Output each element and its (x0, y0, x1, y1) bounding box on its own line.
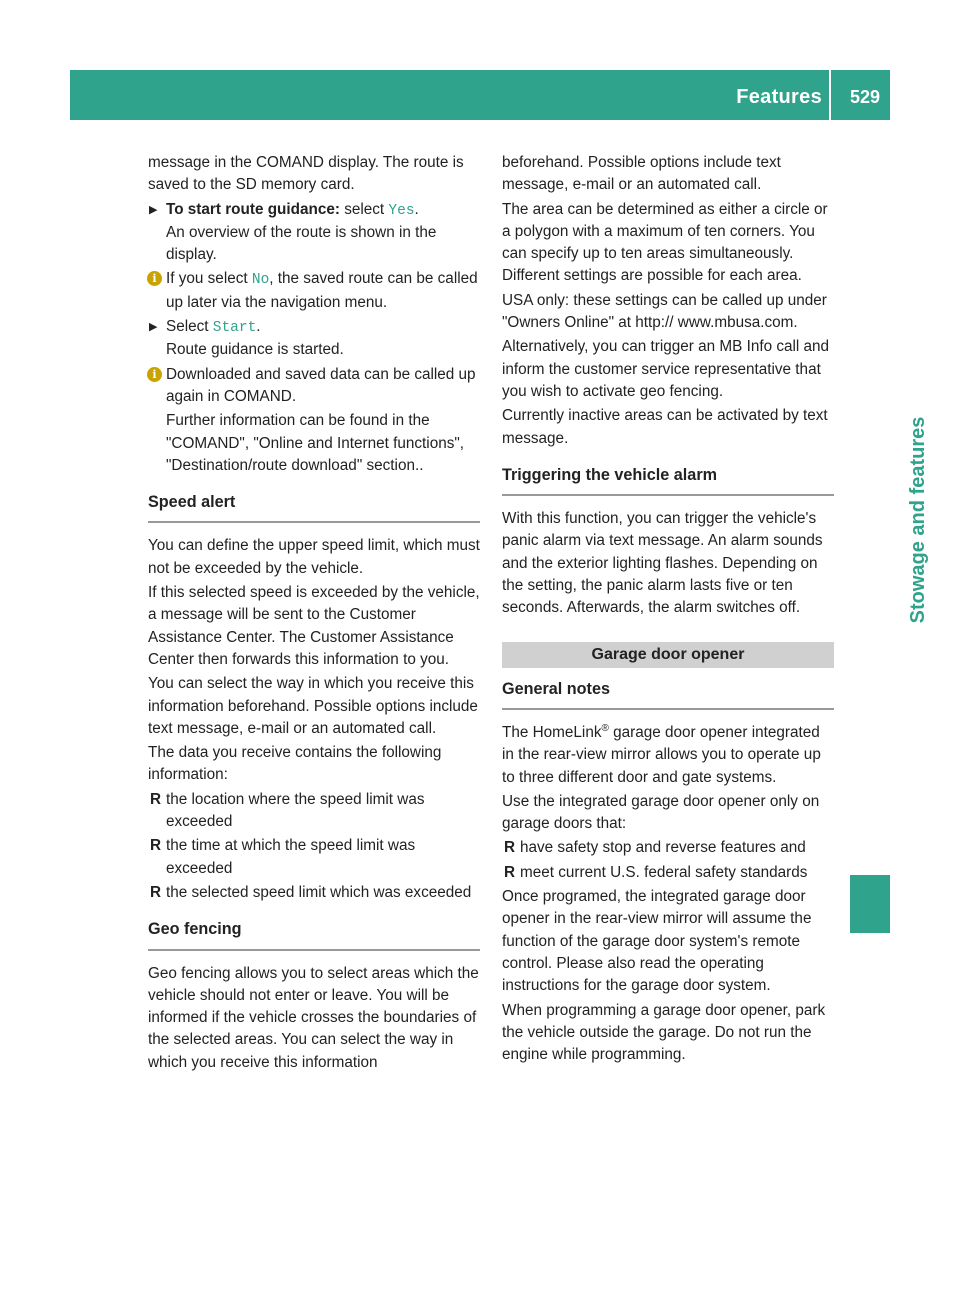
list-item (148, 882, 480, 904)
info-icon: i (147, 271, 162, 286)
header-divider (829, 70, 831, 120)
section-band-garage-door-opener: Garage door opener (502, 642, 834, 668)
paragraph: Use the integrated garage door opener only on garage doors that: (502, 792, 820, 833)
paragraph: Alternatively, you can trigger an MB Info call and inform the customer service representative that you wish to activate geo fencing. (502, 338, 830, 400)
paragraph: USA only: these settings can be called up under "Owners Online" at http:// www.mbusa.com. (502, 291, 827, 332)
paragraph: Currently inactive areas can be activated by text message. (502, 407, 828, 447)
step-text: . (256, 318, 261, 336)
paragraph: You can select the way in which you receive this information beforehand. Possible options include text message, e-mail or an automated call. (148, 675, 478, 737)
paragraph: If this selected speed is exceeded by the vehicle, a message will be sent to the Customer Assistance Center. The Customer Assistance Center then forwards this information to you. (148, 584, 480, 668)
paragraph: message in the COMAND display. The route is saved to the SD memory card. (148, 154, 464, 194)
bullet-icon: R (150, 790, 162, 808)
info-text: If you select (166, 270, 252, 288)
side-tab-marker (850, 875, 890, 933)
paragraph: The data you receive contains the following information: (148, 744, 442, 784)
paragraph: Once programed, the integrated garage door opener in the rear-view mirror will assume the function of the garage door system's remote control. Please also read the operating instructions for the garage door system. (502, 888, 812, 995)
list-item (502, 862, 834, 884)
step-arrow-icon: ▶ (149, 203, 158, 216)
list-item-text: have safety stop and reverse features and (520, 839, 806, 857)
display-option-yes: Yes (388, 202, 415, 219)
paragraph: Geo fencing allows you to select areas which the vehicle should not enter or leave. You will be informed if the vehicle crosses the boundaries of the selected areas. You can select the way in which you receive this information (148, 964, 479, 1071)
step-label: To start route guidance: (166, 200, 340, 218)
bullet-icon: R (504, 839, 516, 857)
page-number: 529 (849, 87, 880, 107)
list-item-text: meet current U.S. federal safety standards (520, 863, 808, 881)
paragraph: With this function, you can trigger the vehicle's panic alarm via text message. An alarm sounds and the exterior lighting flashes. Depending on the setting, the panic alarm lasts five or ten seconds. Afterwards, the alarm switches off. (502, 510, 823, 617)
list-item (148, 789, 480, 834)
display-option-start: Start (212, 320, 257, 337)
list-item-text: the selected speed limit which was exceeded (166, 883, 472, 901)
right-column (502, 152, 834, 1068)
list-item (502, 837, 834, 859)
heading-speed-alert: Speed alert (148, 491, 480, 523)
heading-vehicle-alarm: Triggering the vehicle alarm (502, 464, 834, 496)
info-note (148, 268, 480, 314)
paragraph-text: garage door opener integrated in the rear-view mirror allows you to operate up to three different door and gate systems. (502, 723, 821, 786)
list-item (148, 835, 480, 880)
step-text: . (414, 200, 419, 218)
list-item-text: the time at which the speed limit was exceeded (166, 837, 416, 877)
heading-geo-fencing: Geo fencing (148, 918, 480, 950)
left-column (148, 152, 480, 1076)
paragraph: beforehand. Possible options include text message, e-mail or an automated call. (502, 154, 781, 194)
paragraph-text: The HomeLink (502, 723, 602, 741)
paragraph: The area can be determined as either a circle or a polygon with a maximum of ten corners. You can specify up to ten areas simultaneously. Different settings are possible for each area. (502, 200, 828, 285)
paragraph: When programming a garage door opener, park the vehicle outside the garage. Do not run the engine while programming. (502, 1001, 826, 1064)
step-arrow-icon: ▶ (149, 321, 158, 334)
step-text: Select (166, 318, 213, 336)
info-text: , the saved route can be called up later via the navigation menu. (166, 270, 478, 311)
heading-general-notes: General notes (502, 678, 834, 710)
header-bar (70, 70, 890, 120)
info-note (148, 364, 480, 477)
registered-mark: ® (601, 722, 609, 734)
info-text: Further information can be found in the "COMAND", "Online and Internet functions", "Destination/route download" section.. (166, 412, 465, 474)
paragraph (502, 722, 834, 789)
step-start-route-guidance (148, 199, 480, 267)
list-item-text: the location where the speed limit was exceeded (166, 790, 425, 831)
bullet-icon: R (150, 837, 162, 855)
side-tab-label: Stowage and features (907, 416, 929, 624)
step-result: Route guidance is started. (166, 341, 344, 359)
display-option-no: No (251, 272, 270, 289)
step-text: select (339, 200, 389, 218)
paragraph: You can define the upper speed limit, which must not be exceeded by the vehicle. (148, 537, 480, 577)
step-result: An overview of the route is shown in the display. (166, 223, 437, 264)
bullet-icon: R (504, 863, 516, 881)
info-icon: i (147, 367, 162, 382)
info-text: Downloaded and saved data can be called up again in COMAND. (166, 365, 476, 405)
step-select-start (148, 316, 480, 362)
section-title: Features (736, 86, 822, 108)
bullet-icon: R (150, 883, 162, 901)
